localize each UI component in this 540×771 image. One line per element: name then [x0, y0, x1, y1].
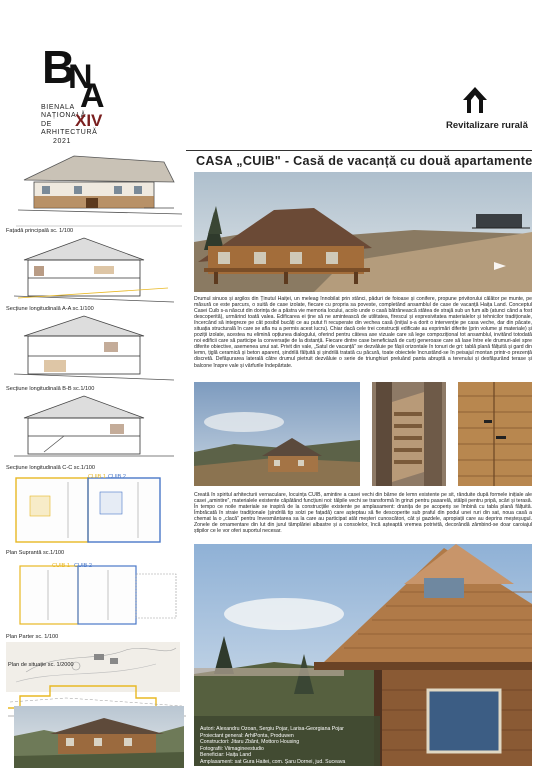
credit-builders: Constructori: Jitaru Zbânt, Mottoro Housing [200, 739, 300, 746]
section-aa-drawing [14, 236, 174, 306]
section-label: Revitalizare rurală [446, 120, 528, 131]
credit-designer: Proiectant general: ArhiPonta, Produwen [200, 732, 294, 739]
description-paragraph-2: Creată în spiritul arhitecturii vernaculare, locuința CUIB, amintire a casei vechi din bârne de lemn existente pe sit, rânduite după formele inițiale ale casei „amintire”, materialele existente căpătând funcțiuni noi: tâlpile vechi se transformă în grinzi pentru pasarelă, stâlpii pentru pripă, scări și terasă. În tempo ce noile materiale se inspiră de la construcțiile existente pe amplasament: dranița de pe acoperiș se îmbină cu tabla plană fălțuită. Îmbrăcată în straie tradiționale (șindrilă tip solzi pe fațadă) care așteptau să fie descoperite sub praful din podul unei ruri din sat, noua casă a chemat la o „clacă” pentru învesmântarea sa la care au participat atât meșteri cunoscători, cât și gazdele, apropiații care au deprins meșteșugul. Zonele de ornamentare din lut din jurul tâmplăriei albastre și a consolelor, încă așteaptă vremea potrivită, decorândă zâmbind-se doar caroiajul știpilor ce le vor oferi suportul necesar. [194, 492, 532, 535]
ground-plan-drawing [8, 560, 183, 634]
credit-authors: Autori: Alexandru Ozoan, Sergiu Pojar, Larisa-Georgiana Pojar [200, 726, 344, 732]
logo-line-4: ARHITECTURĂ [41, 129, 98, 137]
description-paragraph-1: Drumul sinuos și argilos din Ținutul Haiței, un meleag înnobilat prin stânci, păduri de foioase și conifere, propune privitorului călător pe munte, pe măsură ce este parcurs, o suită de case izolate, fiecare cu propria sa poveste, completând ansamblul de case de vacanță Haița Land. Conceptul Casei Cuib s-a născut din dorința de a păstra vie memoria locului, acolo unde o casă bătrânească stătea de strajă sub un fum alb (atunci când a fost descoperită), urmărind toată valea. Edificarea ei ține să ne amintească de utilitatea, firescul și expresivitatea materialelor și tehnicilor tradiționale, încercând să integreze pe cât posibil bucăți ce au putut fi recuperate din vechea casă (inițial s-a dorit o intervenție pe casa veche, dar din păcate, situația structurală în care se afla nu a permis acest lucru). Chiar dacă cele trei construcții edificate au exprimări diferite (prin volume și materiale) și poziții izolate, acestea nu elimină opțiunea dialogului, oferind pentru câteva axe vizuale care să lege compozițional tot ansamblul, invitând totodată noi edificii care să participe la conversație de la distanță. Fiecare dintre case beneficiază de curți generoase care să lase între ele drumuri-alei spre diferite obiective, asemenea unui sat. Privit din vale, „Satul de vacanță” se dezvăluie pe fâșii orizontale în tonuri de gri: tablă plană fălțuită și gard din lemn, țiglă ceramică și beton aparent, șindrilă fălțuită și șindrilă tratată cu păcură, toate obiectele încrustând-se în peisajul montan printr-o prezență discretă. Defășurarea laterală către drumul pietruit dezvăluie o serie de triunghiuri preluând panta abruptă a terenului și desfășurând terase și balcone înspre vale și vârfurile îndepărtate. [194, 296, 532, 369]
page-title: CASA „CUIB" - Casă de vacanță cu două apartamente [196, 154, 533, 168]
photo-house-hillside [194, 382, 360, 486]
logo-letter-a: A [80, 77, 103, 115]
bna-logo [40, 41, 120, 145]
section-cc-caption: Secțiune longitudinală C-C sc.1/100 [6, 465, 95, 471]
upper-plan-caption: Plan Suprantă sc.1/100 [6, 550, 65, 556]
credit-client: Beneficiar: Haița Land [200, 752, 252, 759]
upper-plan-cuib1: CUIB 1 [88, 474, 107, 480]
logo-letter-n: N [68, 58, 91, 96]
photo-staircase-detail [372, 382, 446, 486]
ground-plan-caption: Plan Parter sc. 1/100 [6, 634, 59, 640]
photo-main-house [194, 172, 532, 292]
logo-line-2: NAȚIONALĂ [41, 112, 87, 120]
site-plan-caption: Plan de situație sc. 1/2000 [8, 662, 74, 668]
section-bb-caption: Secțiune longitudinală B-B sc.1/100 [6, 386, 95, 392]
photo-house-valley [14, 706, 184, 768]
upper-plan-drawing [8, 472, 178, 550]
edition-label: XIV [75, 111, 103, 130]
facade-caption: Fațadă principală sc. 1/100 [6, 228, 74, 234]
section-bb-drawing [14, 314, 174, 386]
facade-drawing [14, 150, 184, 230]
logo-line-5: 2021 [53, 137, 71, 145]
house-roof-icon [462, 86, 488, 114]
photo-wood-door-detail [458, 382, 532, 486]
section-aa-caption: Secțiune longitudinală A-A sc.1/100 [6, 306, 94, 312]
logo-line-1: BIENALA [41, 104, 75, 111]
credits-block [200, 726, 420, 766]
credit-photos: Fotografii: Viimagineestudio [200, 745, 264, 752]
logo-line-3: DE [41, 120, 52, 128]
credit-location: Amplasament: sat Gura Haitei, com. Șaru Dornei, jud. Suceava [200, 758, 346, 765]
logo-letter-b: B [42, 41, 74, 93]
upper-plan-cuib2: CUIB 2 [108, 474, 127, 480]
title-divider [186, 150, 532, 151]
ground-plan-cuib1: CUIB 1 [52, 563, 71, 569]
section-cc-drawing [14, 394, 174, 466]
ground-plan-cuib2: CUIB 2 [74, 563, 93, 569]
